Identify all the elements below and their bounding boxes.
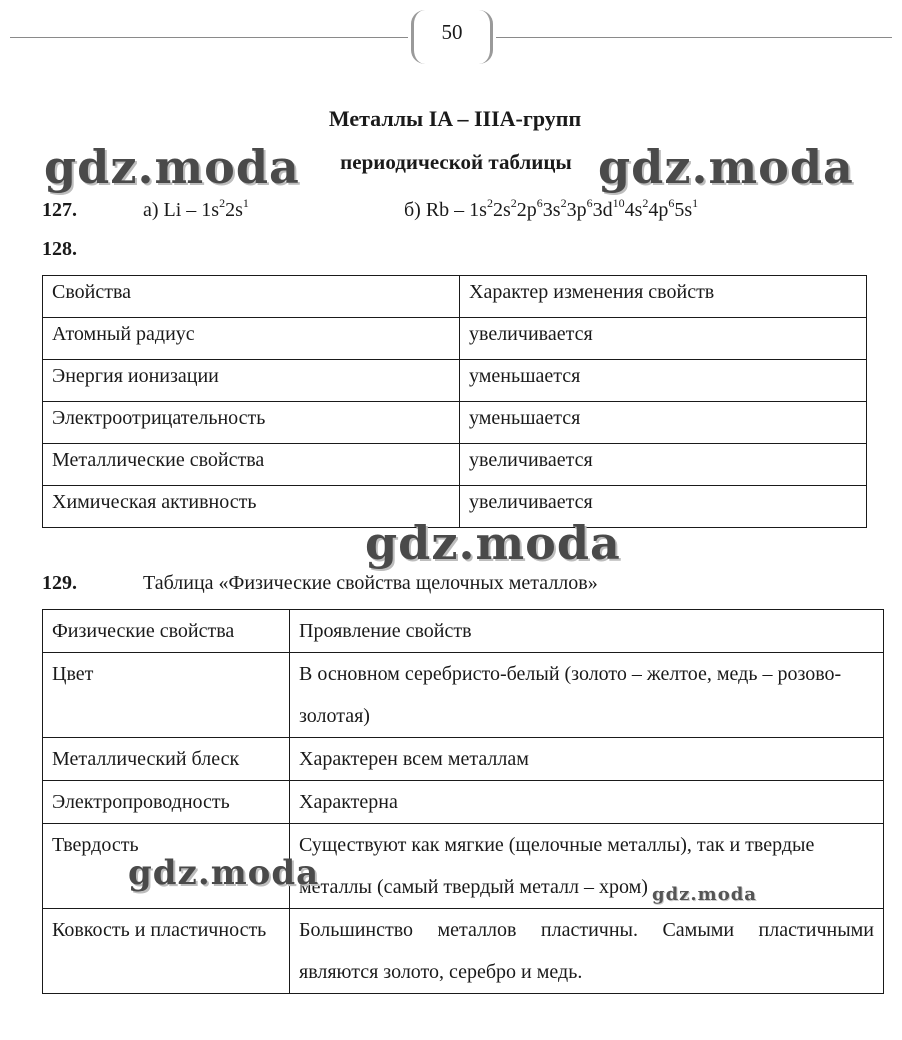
properties-trend-table — [42, 275, 867, 528]
physical-table-cell: В основном серебристо-белый (золото – желтое, медь – розово-золотая) — [290, 653, 884, 738]
exercise-127-number: 127. — [42, 199, 77, 221]
physical-properties-table — [42, 609, 884, 994]
trend-table-cell: Электроотрицательность — [43, 402, 460, 444]
physical-table-cell: Электропроводность — [43, 781, 290, 824]
exercise-127-answer-a: а) Li – $1s^22s^1$ — [143, 196, 249, 221]
physical-table-header-row — [43, 610, 884, 653]
physical-table-cell: Характерен всем металлам — [290, 738, 884, 781]
physical-table-row — [43, 781, 884, 824]
trend-table-row — [43, 444, 867, 486]
trend-table-cell: увеличивается — [460, 444, 867, 486]
watermark: gdz.moda — [598, 140, 854, 194]
physical-table-cell: Большинство металлов пластичны. Самыми пластичными являются золото, серебро и медь. — [290, 909, 884, 994]
watermark: gdz.moda — [44, 140, 300, 194]
trend-table-header-cell: Свойства — [43, 276, 460, 318]
page-number: 50 — [411, 10, 493, 64]
trend-table-cell: увеличивается — [460, 318, 867, 360]
watermark: gdz.moda — [128, 853, 320, 893]
watermark: gdz.moda — [652, 884, 757, 905]
trend-table-cell: Атомный радиус — [43, 318, 460, 360]
watermark: gdz.moda — [365, 516, 621, 570]
section-title: Металлы IA – IIIA-групп — [328, 106, 582, 131]
trend-table-header-cell: Характер изменения свойств — [460, 276, 867, 318]
physical-table-row — [43, 738, 884, 781]
physical-table-cell: Твердость — [43, 824, 290, 909]
section-subtitle: периодической таблицы — [340, 150, 572, 174]
trend-table-cell: уменьшается — [460, 402, 867, 444]
trend-table-cell: Химическая активность — [43, 486, 460, 528]
physical-table-header-cell: Проявление свойств — [290, 610, 884, 653]
trend-table-row — [43, 402, 867, 444]
physical-table-cell: Существуют как мягкие (щелочные металлы), так и твердые металлы (самый твердый металл – хром) — [290, 824, 884, 909]
header-rule-left — [10, 37, 408, 38]
trend-table-cell: уменьшается — [460, 360, 867, 402]
physical-table-row — [43, 909, 884, 994]
physical-table-cell: Металлический блеск — [43, 738, 290, 781]
physical-table-cell: Цвет — [43, 653, 290, 738]
trend-table-cell: увеличивается — [460, 486, 867, 528]
exercise-127-answer-b: б) Rb – $1s^22s^22p^63s^23p^63d^{10}4s^24p^65s^1$ — [404, 196, 699, 221]
exercise-128-number: 128. — [42, 238, 77, 260]
trend-table-cell: Металлические свойства — [43, 444, 460, 486]
trend-table-row — [43, 318, 867, 360]
physical-table-cell: Ковкость и пластичность — [43, 909, 290, 994]
trend-table-header-row — [43, 276, 867, 318]
physical-table-header-cell: Физические свойства — [43, 610, 290, 653]
header-rule-right — [496, 37, 892, 38]
physical-table-row — [43, 653, 884, 738]
trend-table-row — [43, 360, 867, 402]
exercise-129-caption: Таблица «Физические свойства щелочных металлов» — [143, 572, 598, 594]
trend-table-cell: Энергия ионизации — [43, 360, 460, 402]
exercise-129-number: 129. — [42, 572, 77, 594]
physical-table-cell: Характерна — [290, 781, 884, 824]
